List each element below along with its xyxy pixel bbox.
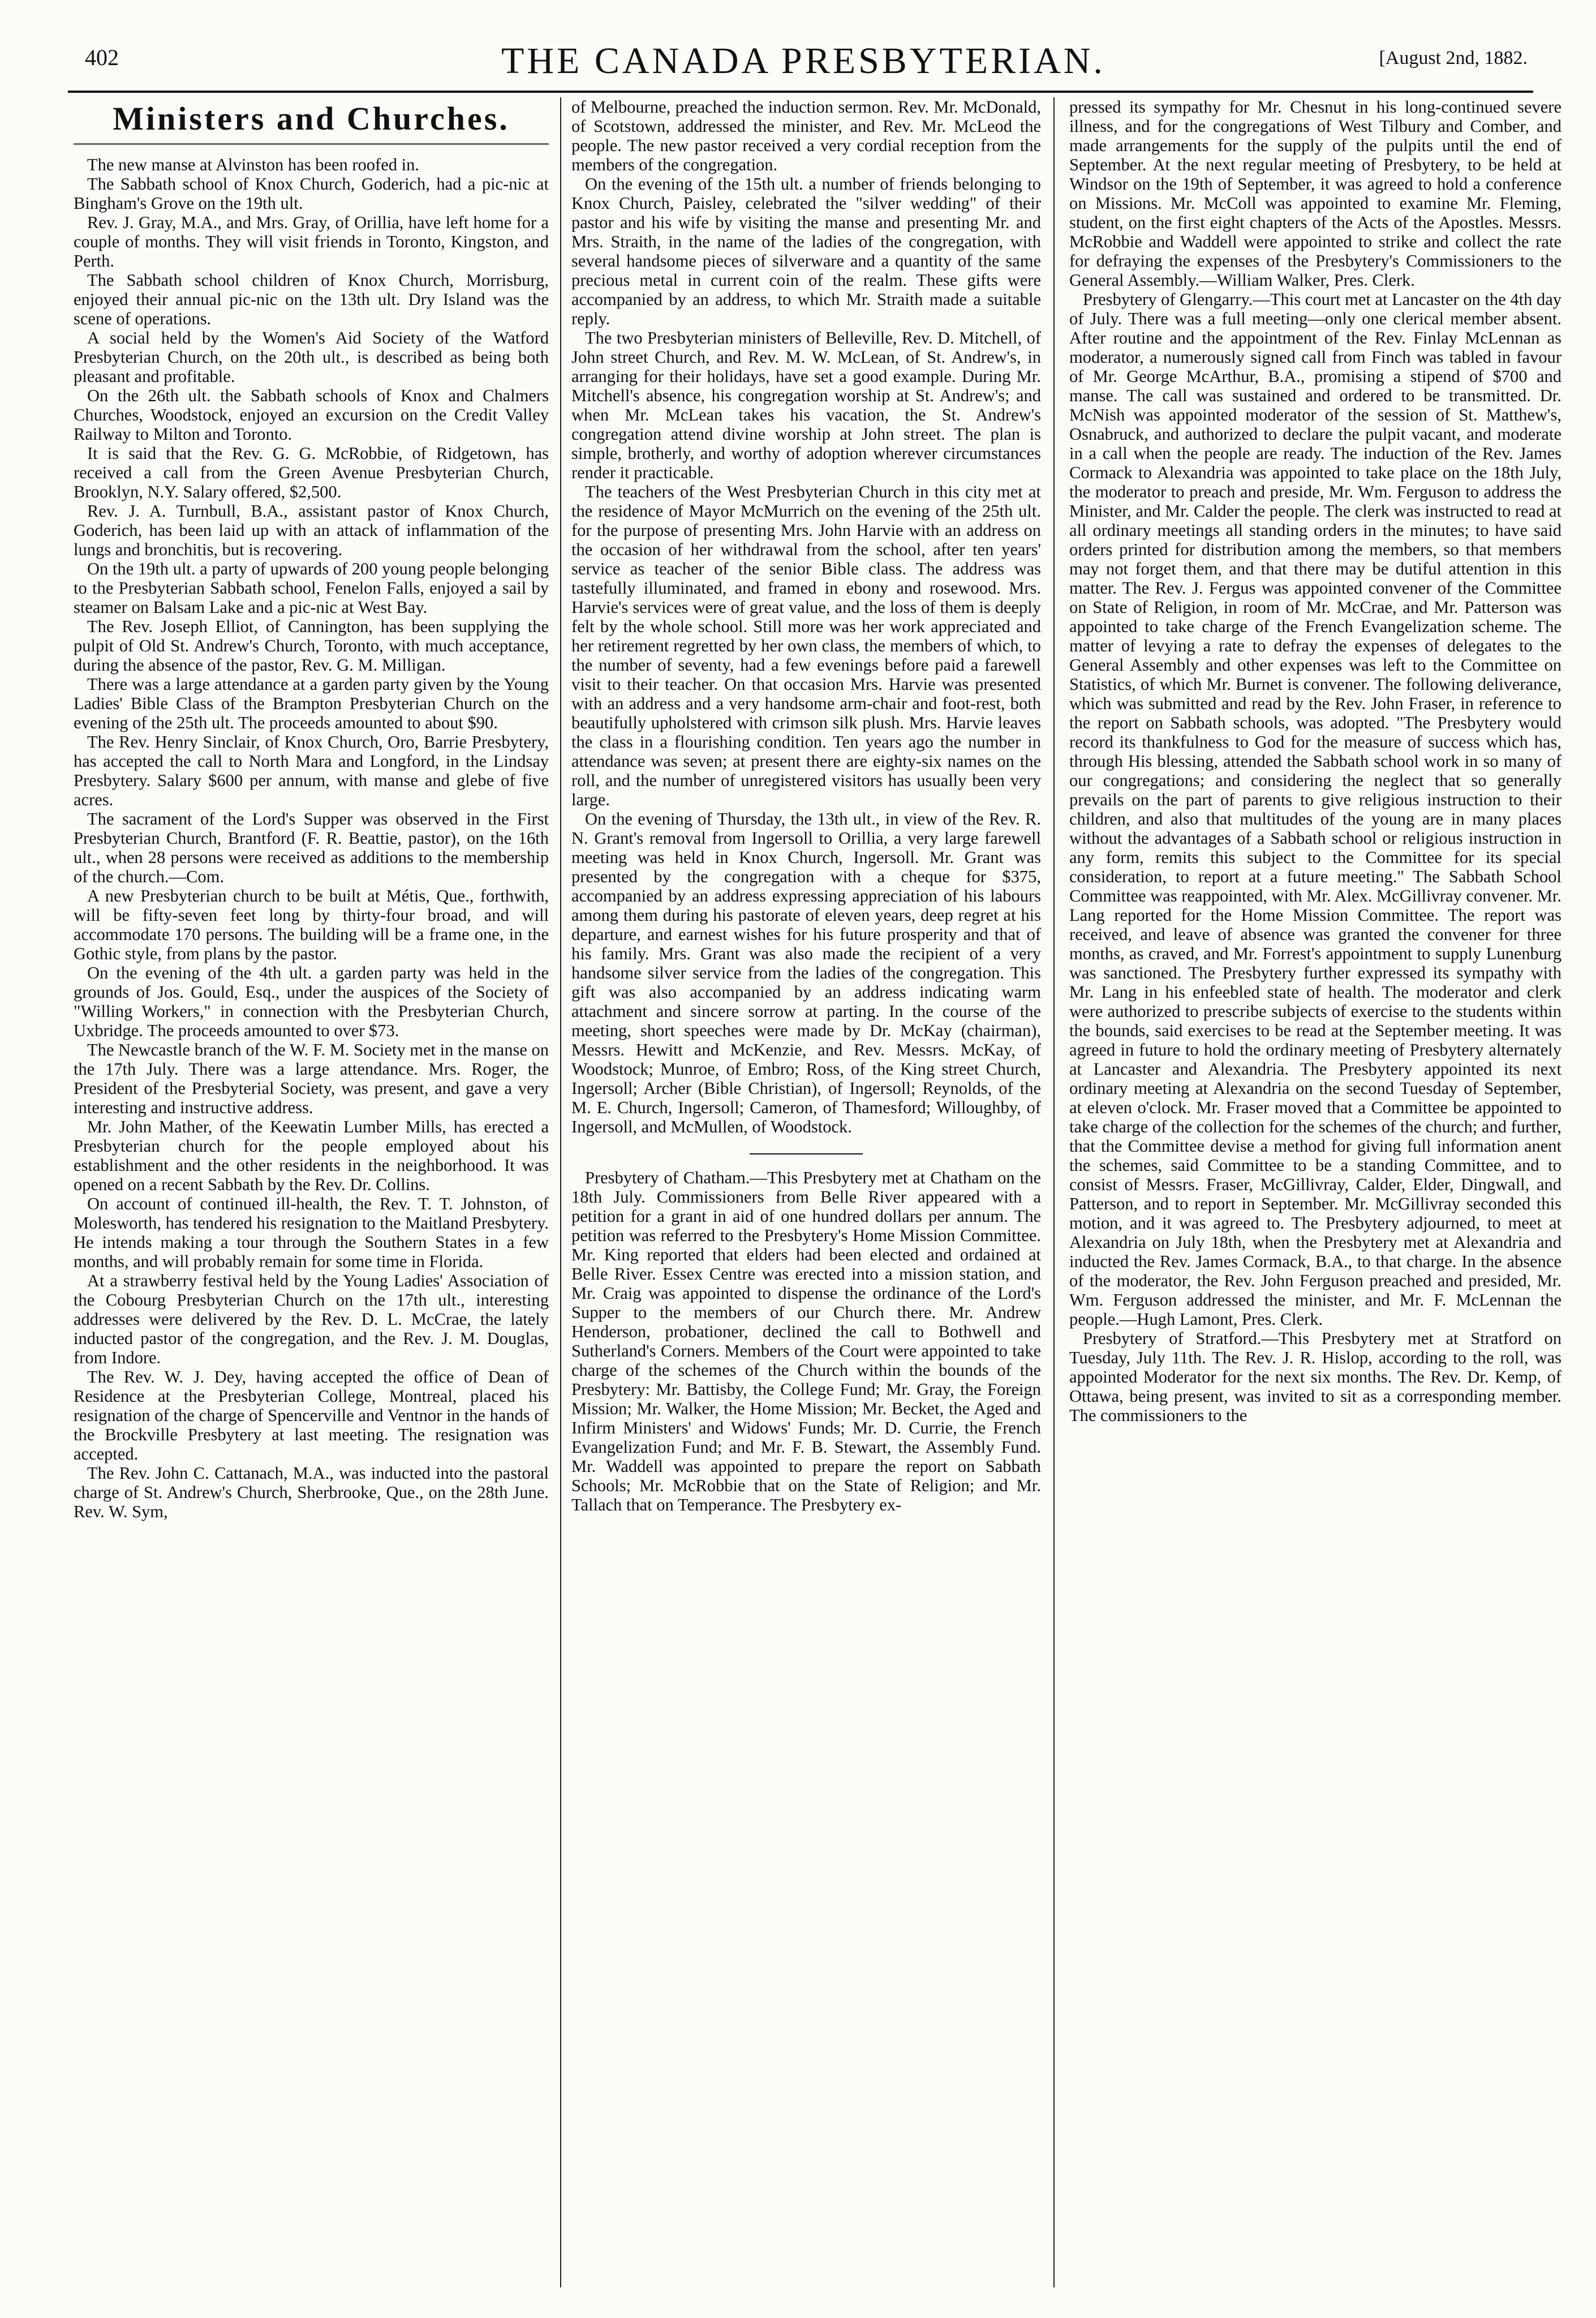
news-item: It is said that the Rev. G. G. McRobbie, of Ridgetown, has received a call from the Green Avenue Presbyterian Church, Brooklyn, N.Y. Salary offered, $2,500. xyxy=(74,444,549,501)
news-item: Rev. J. Gray, M.A., and Mrs. Gray, of Orillia, have left home for a couple of months. They will visit friends in Toronto, Kingston, and Perth. xyxy=(74,213,549,271)
section-title: Ministers and Churches. xyxy=(74,100,549,145)
page-header xyxy=(68,40,1539,91)
news-item: On the 19th ult. a party of upwards of 200 young people belonging to the Presbyterian Sabbath school, Fenelon Falls, enjoyed a sail by steamer on Balsam Lake and a pic-nic at West Bay. xyxy=(74,559,549,617)
news-item: of Melbourne, preached the induction sermon. Rev. Mr. McDonald, of Scotstown, addressed the minister, and Rev. Mr. McLeod the people. The new pastor received a very cordial reception from the members of the congregation. xyxy=(571,97,1041,174)
news-item: The Rev. Joseph Elliot, of Cannington, has been supplying the pulpit of Old St. Andrew's Church, Toronto, with much acceptance, during the absence of the pastor, Rev. G. M. Milligan. xyxy=(74,617,549,675)
news-item: The Rev. Henry Sinclair, of Knox Church, Oro, Barrie Presbytery, has accepted the call to North Mara and Longford, in the Lindsay Presbytery. Salary $600 per annum, with manse and glebe of five acres. xyxy=(74,732,549,809)
page-number: 402 xyxy=(85,45,119,70)
news-item: On the evening of Thursday, the 13th ult., in view of the Rev. R. N. Grant's removal from Ingersoll to Orillia, a very large farewell meeting was held in Knox Church, Ingersoll. Mr. Grant was presented by the congregation with a cheque for $375, accompanied by an address expressing appreciation of his labours among them during his pastorate of eleven years, deep regret at his departure, and earnest wishes for his future prosperity and that of his family. Mrs. Grant was also made the recipient of a very handsome silver service from the ladies of the congregation. This gift was also accompanied by an address indicating warm attachment and sincere sorrow at parting. In the course of the meeting, short speeches were made by Dr. McKay (chairman), Messrs. Hewitt and McKenzie, and Rev. Messrs. McKay, of Woodstock; Munroe, of Embro; Ross, of the King street Church, Ingersoll; Archer (Bible Christian), of Ingersoll; Reynolds, of the M. E. Church, Ingersoll; Cameron, of Thamesford; Willoughby, of Ingersoll, and McMullen, of Woodstock. xyxy=(571,809,1041,1136)
news-item: On the evening of the 15th ult. a number of friends belonging to Knox Church, Paisley, celebrated the "silver wedding" of their pastor and his wife by visiting the manse and presenting Mr. and Mrs. Straith, in the name of the ladies of the congregation, with several handsome pieces of silverware and a quantity of the same precious metal in current coin of the realm. These gifts were accompanied by an address, to which Mr. Straith made a suitable reply. xyxy=(571,174,1041,328)
news-item: A social held by the Women's Aid Society of the Watford Presbyterian Church, on the 20th ult., is described as being both pleasant and profitable. xyxy=(74,328,549,386)
column-3 xyxy=(1069,97,1561,2293)
news-item: Rev. J. A. Turnbull, B.A., assistant pastor of Knox Church, Goderich, has been laid up with an attack of inflammation of the lungs and bronchitis, but is recovering. xyxy=(74,501,549,559)
news-item: The Rev. W. J. Dey, having accepted the office of Dean of Residence at the Presbyterian College, Montreal, placed his resignation of the charge of Spencerville and Ventnor in the hands of the Brockville Presbytery at last meeting. The resignation was accepted. xyxy=(74,1367,549,1463)
news-item: The new manse at Alvinston has been roofed in. xyxy=(87,155,419,174)
header-rule xyxy=(68,91,1533,93)
column-2 xyxy=(571,97,1041,2293)
news-item: The Sabbath school children of Knox Church, Morrisburg, enjoyed their annual pic-nic on the 13th ult. Dry Island was the scene of operations. xyxy=(74,271,549,328)
news-item: At a strawberry festival held by the Young Ladies' Association of the Cobourg Presbyterian Church on the 17th ult., interesting addresses were delivered by the Rev. D. L. McCrae, the lately inducted pastor of the congregation, and the Rev. J. M. Douglas, from Indore. xyxy=(74,1271,549,1367)
news-item: The Sabbath school of Knox Church, Goderich, had a pic-nic at Bingham's Grove on the 19th ult. xyxy=(74,174,549,213)
news-item: The two Presbyterian ministers of Belleville, Rev. D. Mitchell, of John street Church, and Rev. M. W. McLean, of St. Andrew's, in arranging for their holidays, have set a good example. During Mr. Mitchell's absence, his congregation worship at St. Andrew's; and when Mr. McLean takes his vacation, the St. Andrew's congregation attend divine worship at John street. The plan is simple, brotherly, and worthy of adoption wherever circumstances render it practicable. xyxy=(571,328,1041,482)
newspaper-title: THE CANADA PRESBYTERIAN. xyxy=(501,40,1105,81)
presbytery-report: Presbytery of Stratford.—This Presbytery met at Stratford on Tuesday, July 11th. The Rev. J. R. Hislop, according to the roll, was appointed Moderator for the next six months. The Rev. Dr. Kemp, of Ottawa, being present, was invited to sit as a corresponding member. The commissioners to the xyxy=(1069,1329,1561,1425)
news-item: On the evening of the 4th ult. a garden party was held in the grounds of Jos. Gould, Esq., under the auspices of the Society of "Willing Workers," in connection with the Presbyterian Church, Uxbridge. The proceeds amounted to over $73. xyxy=(74,963,549,1040)
column-divider xyxy=(1053,97,1055,2287)
news-item: The Newcastle branch of the W. F. M. Society met in the manse on the 17th July. There was a large attendance. Mrs. Roger, the President of the Presbyterial Society, was present, and gave a very interesting and instructive address. xyxy=(74,1040,549,1117)
news-item: The sacrament of the Lord's Supper was observed in the First Presbyterian Church, Brantford (F. R. Beattie, pastor), on the 16th ult., when 28 persons were received as additions to the membership of the church.—Com. xyxy=(74,809,549,886)
news-item: The teachers of the West Presbyterian Church in this city met at the residence of Mayor McMurrich on the evening of the 25th ult. for the purpose of presenting Mrs. John Harvie with an address on the occasion of her withdrawal from the school, after ten years' service as teacher of the senior Bible class. The address was tastefully illuminated, and framed in ebony and rosewood. Mrs. Harvie's services were of great value, and the loss of them is deeply felt by the whole school. Still more was her work appreciated and her retirement regretted by her own class, the members of which, to the number of seventy, had a few evenings before paid a farewell visit to their teacher. On that occasion Mrs. Harvie was presented with an address and a very handsome arm-chair and foot-rest, both beautifully upholstered with crimson silk plush. Mrs. Harvie leaves the class in a flourishing condition. Ten years ago the number in attendance was seven; at present there are eighty-six names on the roll, and the number of unregistered visitors has usually been very large. xyxy=(571,482,1041,809)
news-item: On the 26th ult. the Sabbath schools of Knox and Chalmers Churches, Woodstock, enjoyed an excursion on the Credit Valley Railway to Milton and Toronto. xyxy=(74,386,549,444)
news-item: On account of continued ill-health, the Rev. T. T. Johnston, of Molesworth, has tendered his resignation to the Maitland Presbytery. He intends making a tour through the Southern States in a few months, and will probably remain for some time in Florida. xyxy=(74,1194,549,1271)
presbytery-report: Presbytery of Glengarry.—This court met at Lancaster on the 4th day of July. There was a full meeting—only one clerical member absent. After routine and the appointment of the Rev. Finlay McLennan as moderator, a numerously signed call from Finch was tabled in favour of Mr. George McArthur, B.A., promising a stipend of $700 and manse. The call was sustained and ordered to be transmitted. Dr. McNish was appointed moderator of the session of St. Matthew's, Osnabruck, and authorized to declare the pulpit vacant, and moderate in a call when the people are ready. The induction of the Rev. James Cormack to Alexandria was appointed to take place on the 18th July, the moderator to preach and preside, Mr. Wm. Ferguson to address the Minister, and Mr. Calder the people. The clerk was instructed to read at all ordinary meetings all standing orders in the minutes; to have said orders printed for distribution among the members, so that members may not forget them, and that there may be dutiful attention in this matter. The Rev. J. Fergus was appointed convener of the Committee on State of Religion, in room of Mr. McCrae, and Mr. Patterson was appointed to take charge of the French Evangelization scheme. The matter of levying a rate to defray the expenses of delegates to the General Assembly and other expenses was left to the Committee on Statistics, of which Mr. Burnet is convener. The following deliverance, which was submitted and read by the Rev. John Fraser, in reference to the report on Sabbath schools, was adopted. "The Presbytery would record its thankfulness to God for the measure of success which has, through His blessing, attended the Sabbath school work in so many of our congregations; and considering the neglect that so generally prevails on the part of parents to give religious instruction to their children, and also that multitudes of the young are in many places without the advantages of a Sabbath school or religious instruction in any form, remits this subject to the Committee for its special consideration, to report at a future meeting." The Sabbath School Committee was reappointed, with Mr. Alex. McGillivray convener. Mr. Lang reported for the Home Mission Committee. The report was received, and leave of absence was granted the convener for three months, as craved, and Mr. Forrest's appointment to supply Lunenburg was sanctioned. The Presbytery further expressed its sympathy with Mr. Lang in his enfeebled state of health. The moderator and clerk were authorized to prescribe subjects of exercise to the students within the bounds, said exercises to be read at the September meeting. It was agreed in future to hold the ordinary meeting of Presbytery alternately at Lancaster and Alexandria. The Presbytery appointed its next ordinary meeting at Alexandria on the second Tuesday of September, at eleven o'clock. Mr. Fraser moved that a Committee be appointed to take charge of the collection for the schemes of the church; and further, that the Committee devise a method for giving full information anent the schemes, said Committee to be a standing Committee, and to consist of Messrs. Fraser, McGillivray, Calder, Elder, Dingwall, and Patterson, and to report in September. Mr. McGillivray seconded this motion, and it was agreed to. The Presbytery adjourned, to meet at Alexandria on July 18th, when the Presbytery met at Alexandria and inducted the Rev. James Cormack, B.A., to that charge. In the absence of the moderator, the Rev. John Ferguson preached and presided, Mr. Wm. Ferguson addressed the minister, and Mr. F. McLennan the people.—Hugh Lamont, Pres. Clerk. xyxy=(1069,290,1561,1329)
section-separator xyxy=(750,1153,863,1154)
news-item: There was a large attendance at a garden party given by the Young Ladies' Bible Class of the Brampton Presbyterian Church on the evening of the 25th ult. The proceeds amounted to about $90. xyxy=(74,675,549,732)
column-divider xyxy=(560,97,561,2287)
news-item: A new Presbyterian church to be built at Métis, Que., forthwith, will be fifty-seven feet long by thirty-four broad, and will accommodate 170 persons. The building will be a frame one, in the Gothic style, from plans by the pastor. xyxy=(74,886,549,963)
presbytery-report: Presbytery of Chatham.—This Presbytery met at Chatham on the 18th July. Commissioners from Belle River appeared with a petition for a grant in aid of one hundred dollars per annum. The petition was referred to the Presbytery's Home Mission Committee. Mr. King reported that elders had been elected and ordained at Belle River. Essex Centre was erected into a mission station, and Mr. Craig was appointed to dispense the ordinance of the Lord's Supper to the members of our Church there. Mr. Andrew Henderson, probationer, declined the call to Bothwell and Sutherland's Corners. Members of the Court were appointed to take charge of the schemes of the Church within the bounds of the Presbytery: Mr. Battisby, the College Fund; Mr. Gray, the Foreign Mission; Mr. Walker, the Home Mission; Mr. Becket, the Aged and Infirm Ministers' and Widows' Funds; Mr. D. Currie, the French Evangelization Fund; and Mr. F. B. Stewart, the Assembly Fund. Mr. Waddell was appointed to prepare the report on Sabbath Schools; Mr. McRobbie that on the State of Religion; and Mr. Tallach that on Temperance. The Presbytery ex- xyxy=(571,1168,1041,1514)
column-1 xyxy=(74,97,549,2293)
issue-date: [August 2nd, 1882. xyxy=(1379,48,1528,68)
presbytery-report: pressed its sympathy for Mr. Chesnut in his long-continued severe illness, and for the congregations of West Tilbury and Comber, and made arrangements for the supply of the pulpits until the end of September. At the next regular meeting of Presbytery, to be held at Windsor on the 19th of September, it was agreed to hold a conference on Missions. Mr. McColl was appointed to examine Mr. Fleming, student, on the first eight chapters of the Acts of the Apostles. Messrs. McRobbie and Waddell were appointed to strike and collect the rate for defraying the expenses of the Presbytery's Commissioners to the General Assembly.—William Walker, Pres. Clerk. xyxy=(1069,97,1561,290)
news-item: Mr. John Mather, of the Keewatin Lumber Mills, has erected a Presbyterian church for the people employed about his establishment and the other residents in the neighborhood. It was opened on a recent Sabbath by the Rev. Dr. Collins. xyxy=(74,1117,549,1194)
news-item: The Rev. John C. Cattanach, M.A., was inducted into the pastoral charge of St. Andrew's Church, Sherbrooke, Que., on the 28th June. Rev. W. Sym, xyxy=(74,1463,549,1521)
